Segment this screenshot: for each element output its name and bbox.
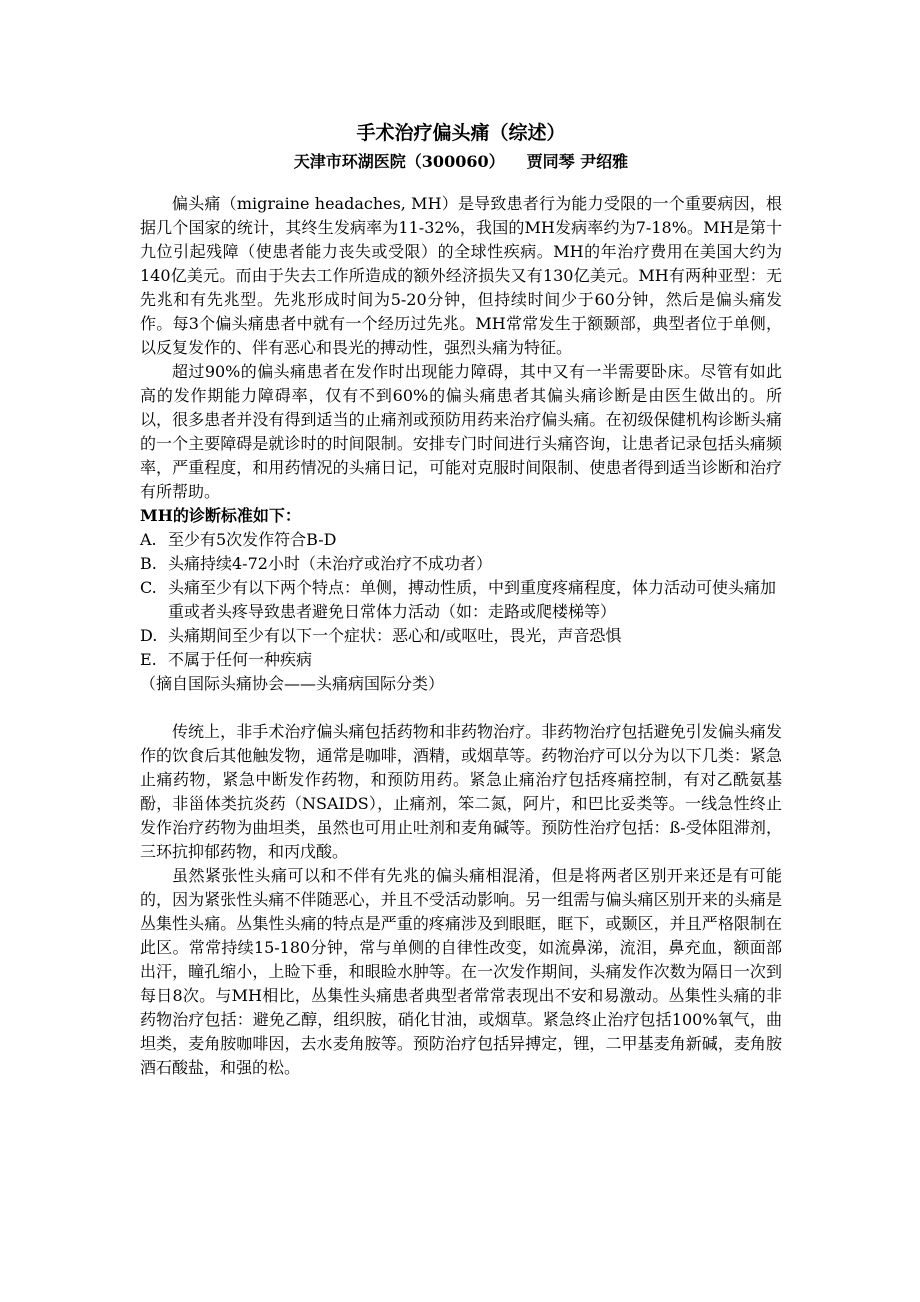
criteria-item [140,648,782,672]
criteria-heading: MH的诊断标准如下： [140,506,301,525]
criteria-letter: C. [140,578,157,597]
criteria-text: 头痛期间至少有以下一个症状：恶心和/或呕吐，畏光，声音恐惧 [168,626,622,645]
criteria-source: （摘自国际头痛协会——头痛病国际分类） [140,674,445,693]
criteria-text: 头痛至少有以下两个特点：单侧，搏动性质，中到重度疼痛程度，体力活动可使头痛加重或者头疼导致患者避免日常体力活动（如：走路或爬楼梯等） [168,578,777,621]
criteria-item [140,576,782,624]
document-page [140,118,782,1080]
intro-paragraph-2: 超过90%的偏头痛患者在发作时出现能力障碍，其中又有一半需要卧床。尽管有如此高的发作期能力障碍率，仅有不到60%的偏头痛患者其偏头痛诊断是由医生做出的。所以，很多患者并没有得到适当的止痛剂或预防用药来治疗偏头痛。在初级保健机构诊断头痛的一个主要障碍是就诊时的时间限制。安排专门时间进行头痛咨询，让患者记录包括头痛频率，严重程度，和用药情况的头痛日记，可能对克服时间限制、使患者得到适当诊断和治疗有所帮助。 [140,362,782,501]
criteria-letter: E. [140,650,157,669]
byline-institution: 天津市环湖医院（300060） [293,152,505,171]
document-title: 手术治疗偏头痛（综述） [356,122,566,144]
criteria-list [140,528,782,672]
byline [140,148,782,176]
criteria-item [140,624,782,648]
byline-authors: 贾同琴 尹绍雅 [526,152,629,171]
criteria-text: 不属于任何一种疾病 [168,650,313,669]
criteria-letter: A. [140,530,157,549]
criteria-item [140,552,782,576]
intro-paragraph-1: 偏头痛（migraine headaches, MH）是导致患者行为能力受限的一个重要病因，根据几个国家的统计，其终生发病率为11-32%，我国的MH发病率约为7-18%。MH是第十九位引起残障（使患者能力丧失或受限）的全球性疾病。MH的年治疗费用在美国大约为140亿美元。而由于失去工作所造成的额外经济损失又有130亿美元。MH有两种亚型：无先兆和有先兆型。先兆形成时间为5-20分钟，但持续时间少于60分钟，然后是偏头痛发作。每3个偏头痛患者中就有一个经历过先兆。MH常常发生于额颞部，典型者位于单侧，以反复发作的、伴有恶心和畏光的搏动性，强烈头痛为特征。 [140,194,782,357]
criteria-text: 至少有5次发作符合B-D [168,530,337,549]
criteria-letter: D. [140,626,158,645]
criteria-letter: B. [140,554,157,573]
criteria-item [140,528,782,552]
treatment-paragraph-1: 传统上，非手术治疗偏头痛包括药物和非药物治疗。非药物治疗包括避免引发偏头痛发作的饮食后其他触发物，通常是咖啡，酒精，或烟草等。药物治疗可以分为以下几类：紧急止痛药物，紧急中断发作药物，和预防用药。紧急止痛治疗包括疼痛控制，有对乙酰氨基酚，非甾体类抗炎药（NSAIDS），止痛剂，笨二氮，阿片，和巴比妥类等。一线急性终止发作治疗药物为曲坦类，虽然也可用止吐剂和麦角碱等。预防性治疗包括：ß-受体阻滞剂，三环抗抑郁药物，和丙戊酸。 [140,722,782,861]
treatment-paragraph-2: 虽然紧张性头痛可以和不伴有先兆的偏头痛相混淆，但是将两者区别开来还是有可能的，因为紧张性头痛不伴随恶心，并且不受活动影响。另一组需与偏头痛区别开来的头痛是丛集性头痛。丛集性头痛的特点是严重的疼痛涉及到眼眶，眶下，或颞区，并且严格限制在此区。常常持续15-180分钟，常与单侧的自律性改变，如流鼻涕，流泪，鼻充血，额面部出汗，瞳孔缩小，上睑下垂，和眼睑水肿等。在一次发作期间，头痛发作次数为隔日一次到每日8次。与MH相比，丛集性头痛患者典型者常常表现出不安和易激动。丛集性头痛的非药物治疗包括：避免乙醇，组织胺，硝化甘油，或烟草。紧急终止治疗包括100%氧气，曲坦类，麦角胺咖啡因，去水麦角胺等。预防治疗包括异搏定，锂，二甲基麦角新碱，麦角胺酒石酸盐，和强的松。 [140,866,782,1077]
criteria-text: 头痛持续4-72小时（未治疗或治疗不成功者） [168,554,492,573]
